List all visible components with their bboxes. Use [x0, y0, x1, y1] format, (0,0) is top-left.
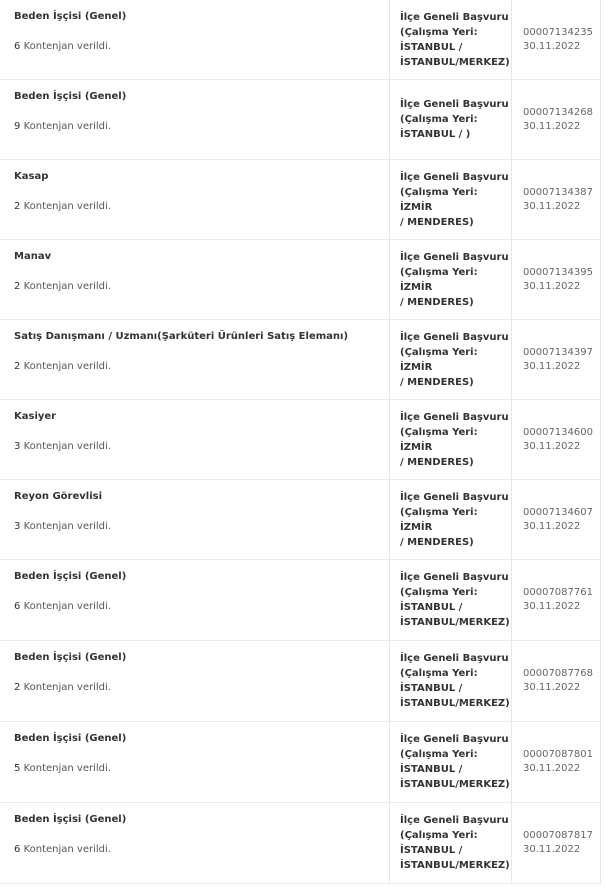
- quota-count: 5: [14, 763, 21, 774]
- listing-code: 00007134268: [523, 106, 593, 118]
- reference-cell: [512, 480, 600, 559]
- job-info-cell: [0, 641, 390, 721]
- quota-count: 2: [14, 201, 21, 212]
- job-title-link[interactable]: Satış Danışmanı / Uzmanı(Şarküteri Ürünleri Satış Elemanı): [14, 331, 349, 342]
- listing-code: 00007134235: [523, 26, 593, 38]
- quota-label: Kontenjan verildi.: [23, 201, 111, 212]
- listing-date: 30.11.2022: [523, 280, 581, 292]
- listing-code: 00007134387: [523, 186, 593, 198]
- table-row[interactable]: [0, 803, 600, 884]
- reference-cell: [512, 641, 600, 721]
- reference-cell: [512, 803, 600, 883]
- quota-label: Kontenjan verildi.: [23, 844, 111, 855]
- work-location: İlçe Geneli Başvuru (Çalışma Yeri: İZMİR / MENDERES): [400, 171, 509, 228]
- job-info-cell: [0, 480, 390, 559]
- job-info-cell: [0, 803, 390, 883]
- job-title-link[interactable]: Beden İşçisi (Genel): [14, 571, 127, 582]
- reference-cell: [512, 320, 600, 399]
- job-info-cell: [0, 0, 390, 79]
- listing-code: 00007087761: [523, 587, 593, 598]
- quota-text: [14, 762, 375, 776]
- table-row[interactable]: [0, 240, 600, 320]
- job-info-cell: [0, 160, 390, 239]
- table-row[interactable]: [0, 641, 600, 722]
- quota-label: Kontenjan verildi.: [23, 361, 111, 372]
- job-info-cell: [0, 240, 390, 319]
- quota-count: 3: [14, 441, 21, 452]
- job-info-cell: [0, 560, 390, 640]
- quota-count: 6: [14, 41, 21, 52]
- quota-text: [14, 843, 375, 857]
- reference-cell: [512, 240, 600, 319]
- quota-count: 3: [14, 521, 21, 532]
- quota-count: 2: [14, 281, 21, 292]
- table-row[interactable]: [0, 160, 600, 240]
- table-row[interactable]: [0, 0, 600, 80]
- quota-count: 6: [14, 601, 21, 612]
- job-title-link[interactable]: Kasap: [14, 171, 49, 182]
- quota-label: Kontenjan verildi.: [23, 41, 111, 52]
- location-cell: [390, 160, 512, 239]
- work-location: İlçe Geneli Başvuru (Çalışma Yeri: İSTANBUL / İSTANBUL/MERKEZ): [400, 815, 510, 871]
- quota-label: Kontenjan verildi.: [23, 601, 111, 612]
- job-info-cell: [0, 400, 390, 479]
- quota-text: [14, 600, 375, 614]
- work-location: İlçe Geneli Başvuru (Çalışma Yeri: İSTANBUL / İSTANBUL/MERKEZ): [400, 11, 510, 68]
- quota-text: [14, 440, 375, 454]
- reference-cell: [512, 80, 600, 159]
- quota-text: [14, 40, 375, 54]
- listing-date: 30.11.2022: [523, 200, 581, 212]
- quota-label: Kontenjan verildi.: [23, 682, 111, 693]
- job-title-link[interactable]: Beden İşçisi (Genel): [14, 91, 127, 102]
- job-title-link[interactable]: Manav: [14, 251, 52, 262]
- work-location: İlçe Geneli Başvuru (Çalışma Yeri: İZMİR / MENDERES): [400, 331, 509, 388]
- quota-text: [14, 280, 375, 294]
- location-cell: [390, 80, 512, 159]
- work-location: İlçe Geneli Başvuru (Çalışma Yeri: İSTANBUL / İSTANBUL/MERKEZ): [400, 572, 510, 628]
- listing-date: 30.11.2022: [523, 520, 581, 532]
- quota-label: Kontenjan verildi.: [23, 121, 111, 132]
- job-title-link[interactable]: Kasiyer: [14, 411, 57, 422]
- table-row[interactable]: [0, 80, 600, 160]
- location-cell: [390, 641, 512, 721]
- job-info-cell: [0, 722, 390, 802]
- listing-date: 30.11.2022: [523, 40, 581, 52]
- listing-date: 30.11.2022: [523, 601, 581, 612]
- job-title-link[interactable]: Beden İşçisi (Genel): [14, 733, 127, 744]
- table-row[interactable]: [0, 480, 600, 560]
- location-cell: [390, 803, 512, 883]
- listing-code: 00007134607: [523, 506, 593, 518]
- quota-count: 2: [14, 682, 21, 693]
- listing-date: 30.11.2022: [523, 360, 581, 372]
- listing-date: 30.11.2022: [523, 844, 581, 855]
- reference-cell: [512, 400, 600, 479]
- quota-text: [14, 360, 375, 374]
- quota-text: [14, 681, 375, 695]
- quota-count: 2: [14, 361, 21, 372]
- location-cell: [390, 480, 512, 559]
- table-row[interactable]: [0, 560, 600, 641]
- listing-code: 00007134600: [523, 426, 593, 438]
- quota-count: 6: [14, 844, 21, 855]
- table-row[interactable]: [0, 722, 600, 803]
- reference-cell: [512, 560, 600, 640]
- location-cell: [390, 0, 512, 79]
- work-location: İlçe Geneli Başvuru (Çalışma Yeri: İZMİR / MENDERES): [400, 251, 509, 308]
- job-title-link[interactable]: Beden İşçisi (Genel): [14, 814, 127, 825]
- quota-text: [14, 120, 375, 134]
- listing-code: 00007087801: [523, 749, 593, 760]
- listing-date: 30.11.2022: [523, 682, 581, 693]
- quota-label: Kontenjan verildi.: [23, 521, 111, 532]
- listing-date: 30.11.2022: [523, 440, 581, 452]
- job-title-link[interactable]: Reyon Görevlisi: [14, 491, 103, 502]
- listing-code: 00007134395: [523, 266, 593, 278]
- reference-cell: [512, 160, 600, 239]
- table-row[interactable]: [0, 320, 600, 400]
- work-location: İlçe Geneli Başvuru (Çalışma Yeri: İSTANBUL / ): [400, 99, 509, 140]
- listing-code: 00007087768: [523, 668, 593, 679]
- table-row[interactable]: [0, 400, 600, 480]
- quota-label: Kontenjan verildi.: [23, 441, 111, 452]
- work-location: İlçe Geneli Başvuru (Çalışma Yeri: İZMİR / MENDERES): [400, 411, 509, 468]
- listing-date: 30.11.2022: [523, 120, 581, 132]
- location-cell: [390, 320, 512, 399]
- reference-cell: [512, 722, 600, 802]
- quota-text: [14, 520, 375, 534]
- work-location: İlçe Geneli Başvuru (Çalışma Yeri: İZMİR / MENDERES): [400, 491, 509, 548]
- reference-cell: [512, 0, 600, 79]
- quota-text: [14, 200, 375, 214]
- listing-date: 30.11.2022: [523, 763, 581, 774]
- job-info-cell: [0, 80, 390, 159]
- location-cell: [390, 722, 512, 802]
- location-cell: [390, 560, 512, 640]
- listing-code: 00007134397: [523, 346, 593, 358]
- listing-code: 00007087817: [523, 830, 593, 841]
- job-title-link[interactable]: Beden İşçisi (Genel): [14, 11, 127, 22]
- quota-label: Kontenjan verildi.: [23, 763, 111, 774]
- job-info-cell: [0, 320, 390, 399]
- work-location: İlçe Geneli Başvuru (Çalışma Yeri: İSTANBUL / İSTANBUL/MERKEZ): [400, 653, 510, 709]
- job-title-link[interactable]: Beden İşçisi (Genel): [14, 652, 127, 663]
- work-location: İlçe Geneli Başvuru (Çalışma Yeri: İSTANBUL / İSTANBUL/MERKEZ): [400, 734, 510, 790]
- quota-count: 9: [14, 121, 21, 132]
- location-cell: [390, 400, 512, 479]
- location-cell: [390, 240, 512, 319]
- quota-label: Kontenjan verildi.: [23, 281, 111, 292]
